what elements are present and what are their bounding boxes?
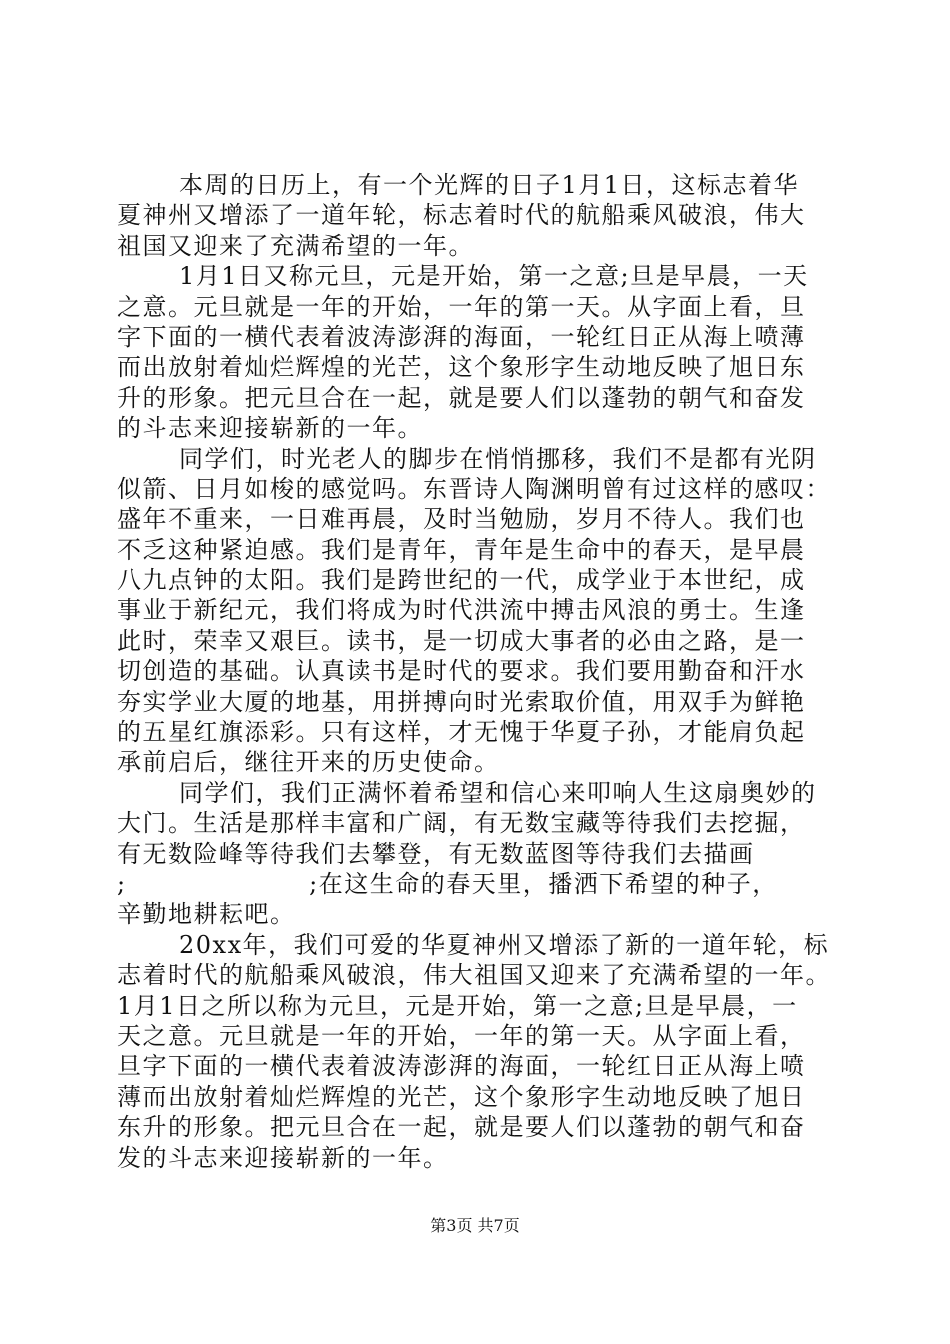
text-line: 升的形象。把元旦合在一起，就是要人们以蓬勃的朝气和奋发 xyxy=(117,383,806,412)
paragraph-5 xyxy=(117,930,837,1173)
text-line: 的五星红旗添彩。只有这样，才无愧于华夏子孙，才能肩负起 xyxy=(117,718,806,747)
text-line: 1月1日之所以称为元旦，元是开始，第一之意;旦是早晨，一 xyxy=(117,991,798,1020)
text-line: 同学们，时光老人的脚步在悄悄挪移，我们不是都有光阴 xyxy=(179,444,817,473)
text-line: 的斗志来迎接崭新的一年。 xyxy=(117,414,423,443)
text-line: 20xx年，我们可爱的华夏神州又增添了新的一道年轮，标 xyxy=(179,930,830,959)
text-line: 此时，荣幸又艰巨。读书，是一切成大事者的必由之路，是一 xyxy=(117,626,806,655)
text-line: 夯实学业大厦的地基，用拼搏向时光索取价值，用双手为鲜艳 xyxy=(117,687,806,716)
text-line: 天之意。元旦就是一年的开始，一年的第一天。从字面上看， xyxy=(117,1021,806,1050)
text-line: 有无数险峰等待我们去攀登，有无数蓝图等待我们去描画 xyxy=(117,839,755,868)
text-line: 旦字下面的一横代表着波涛澎湃的海面，一轮红日正从海上喷 xyxy=(117,1052,806,1081)
text-line: 同学们，我们正满怀着希望和信心来叩响人生这扇奥妙的 xyxy=(179,778,817,807)
text-line: 辛勤地耕耘吧。 xyxy=(117,900,296,929)
text-line: 志着时代的航船乘风破浪，伟大祖国又迎来了充满希望的一年。 xyxy=(117,961,831,990)
text-line: 1月1日又称元旦，元是开始，第一之意;旦是早晨，一天 xyxy=(179,262,809,291)
text-line: 大门。生活是那样丰富和广阔，有无数宝藏等待我们去挖掘， xyxy=(117,809,806,838)
text-line: 盛年不重来，一日难再晨，及时当勉励，岁月不待人。我们也 xyxy=(117,505,806,534)
text-line: 而出放射着灿烂辉煌的光芒，这个象形字生动地反映了旭日东 xyxy=(117,353,806,382)
body-text xyxy=(117,170,837,1173)
paragraph-3 xyxy=(117,444,837,778)
text-line: 之意。元旦就是一年的开始，一年的第一天。从字面上看，旦 xyxy=(117,292,806,321)
text-line: 似箭、日月如梭的感觉吗。东晋诗人陶渊明曾有过这样的感叹： xyxy=(117,474,831,503)
paragraph-2 xyxy=(117,261,837,443)
text-line: 东升的形象。把元旦合在一起，就是要人们以蓬勃的朝气和奋 xyxy=(117,1113,806,1142)
text-line: 夏神州又增添了一道年轮，标志着时代的航船乘风破浪，伟大 xyxy=(117,201,806,230)
text-line: 祖国又迎来了充满希望的一年。 xyxy=(117,231,474,260)
text-line: 切创造的基础。认真读书是时代的要求。我们要用勤奋和汗水 xyxy=(117,657,806,686)
text-line: ; ;在这生命的春天里，播洒下希望的种子， xyxy=(117,869,778,898)
paragraph-4 xyxy=(117,778,837,930)
text-line: 事业于新纪元，我们将成为时代洪流中搏击风浪的勇士。生逢 xyxy=(117,596,806,625)
text-line: 承前启后，继往开来的历史使命。 xyxy=(117,748,500,777)
text-line: 八九点钟的太阳。我们是跨世纪的一代，成学业于本世纪，成 xyxy=(117,566,806,595)
text-line: 字下面的一横代表着波涛澎湃的海面，一轮红日正从海上喷薄 xyxy=(117,322,806,351)
page-number-footer: 第3页 共7页 xyxy=(430,1216,520,1235)
text-line: 发的斗志来迎接崭新的一年。 xyxy=(117,1143,449,1172)
text-line: 本周的日历上，有一个光辉的日子1月1日，这标志着华 xyxy=(179,171,800,199)
text-line: 不乏这种紧迫感。我们是青年，青年是生命中的春天，是早晨 xyxy=(117,535,806,564)
paragraph-1 xyxy=(117,170,837,261)
text-line: 薄而出放射着灿烂辉煌的光芒，这个象形字生动地反映了旭日 xyxy=(117,1082,806,1111)
